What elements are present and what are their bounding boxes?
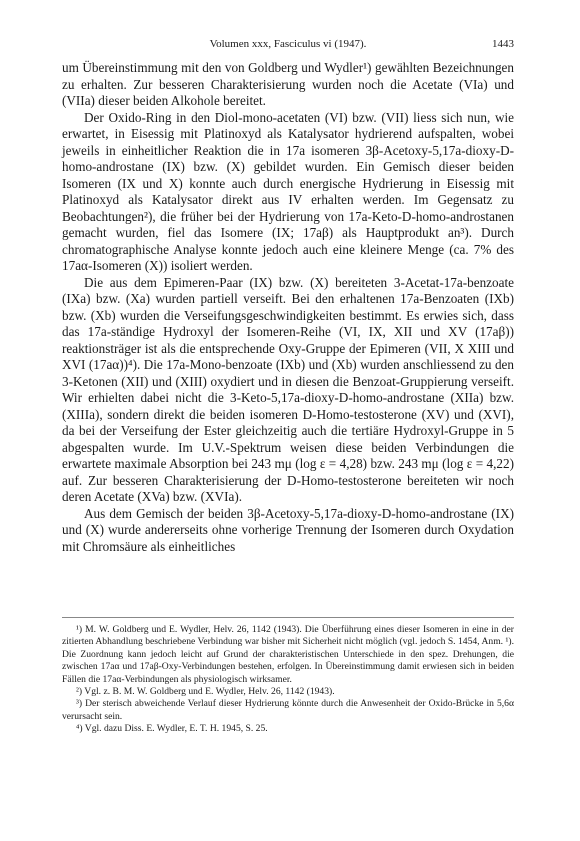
footnote: ²) Vgl. z. B. M. W. Goldberg und E. Wydler, Helv. 26, 1142 (1943).: [76, 686, 335, 698]
paragraph: Die aus dem Epimeren-Paar (IX) bzw. (X) bereiteten 3-Acetat-17a-benzoate (IXa) bzw. (Xa) wurden partiell verseift. Bei den erhaltenen 17a-Benzoaten (IXb) bzw. (Xb) wurden die Verseifungsgeschwindigkeiten bestimmt. Es erwies sich, dass das 17a-ständige Hydroxyl der Isomeren-Reihe (VI, IX, XII und XV (17aβ)) reaktionsträger ist als die entsprechende Oxy-Gruppe der Epimeren (VII, X XIII und XVI (17aα))⁴). Die 17a-Mono-benzoate (IXb) und (Xb) wurden anschliessend zu den 3-Ketonen (XII) und (XIII) oxydiert und in diesen die Benzoat-Gruppierung verseift. Wir erhielten dabei nicht die 3-Keto-5,17a-dioxy-D-homo-androstane (XIIa) bzw. (XIIIa), sondern direkt die beiden isomeren D-Homo-testosterone (XV) und (XVI), da bei der Verseifung der Ester gleichzeitig auch die tertiäre Hydroxyl-Gruppe in 5 abgespalten wurde. Im U.V.-Spektrum weisen diese beiden Verbindungen die erwartete maximale Absorption bei 243 mμ (log ε = 4,28) bzw. 243 mμ (log ε = 4,22) auf. Zur besseren Charakterisierung der D-Homo-testosterone bereiteten wir noch deren Acetate (XVa) bzw. (XVIa).: [62, 274, 514, 504]
footnote: ³) Der sterisch abweichende Verlauf dieser Hydrierung könnte durch die Anwesenheit der Oxido-Brücke in 5,6α verursacht sein.: [62, 698, 514, 722]
paragraph: Aus dem Gemisch der beiden 3β-Acetoxy-5,17a-dioxy-D-homo-androstane (IX) und (X) wurde andererseits ohne vorherige Trennung der Isomeren durch Oxydation mit Chromsäure als einheitliches: [62, 505, 514, 554]
page-number: 1443: [492, 38, 514, 50]
footnotes: [62, 624, 514, 736]
journal-header: Volumen xxx, Fasciculus vi (1947).: [209, 38, 367, 50]
paragraph: um Übereinstimmung mit den von Goldberg und Wydler¹) gewählten Bezeichnungen zu erhalten. Zur besseren Charakterisierung wurden noch die Acetate (VIa) und (VIIa) dieser beiden Alkohole bereitet.: [62, 60, 514, 108]
footnote: ⁴) Vgl. dazu Diss. E. Wydler, E. T. H. 1945, S. 25.: [76, 723, 268, 735]
footnote-divider: [62, 617, 514, 618]
running-header: [62, 38, 514, 52]
body-text: [62, 60, 514, 555]
paragraph: Der Oxido-Ring in den Diol-mono-acetaten (VI) bzw. (VII) liess sich nun, wie erwartet, in Eisessig mit Platinoxyd als Katalysator hydrierend aufspalten, wobei jeweils in einheitlicher Reaktion die in 17a isomeren 3β-Acetoxy-5,17a-dioxy-D-homo-androstane (IX) bzw. (X) gebildet wurden. Ein Gemisch dieser beiden Isomeren (IX und X) konnte auch durch energische Hydrierung in Eisessig mit Platinoxyd als Katalysator direkt aus IV erhalten werden. Im Gegensatz zu Beobachtungen²), die früher bei der Hydrierung von 17a-Keto-D-homo-androstanen gemacht wurden, fiel das Isomere (IX; 17aβ) als Hauptprodukt an³). Durch chromatographische Analyse konnte jedoch auch eine kleinere Menge (ca. 7% des 17aα-Isomeren (X)) isoliert werden.: [62, 109, 514, 273]
footnote: ¹) M. W. Goldberg und E. Wydler, Helv. 26, 1142 (1943). Die Überführung eines dieser Isomeren in eine in der zitierten Abhandlung beschriebene Verbindung war bisher mit Sicherheit nicht möglich (vgl. jedoch S. 1454, Anm. ¹). Die Zuordnung kann jedoch leicht auf Grund der charakteristischen Unterschiede in den spez. Drehungen, die zwischen 17aα und 17aβ-Oxy-Verbindungen bestehen, erfolgen. In Übereinstimmung damit erwiesen sich in beiden Fällen die 17aα-Verbindungen als physiologisch wirksamer.: [62, 624, 514, 685]
